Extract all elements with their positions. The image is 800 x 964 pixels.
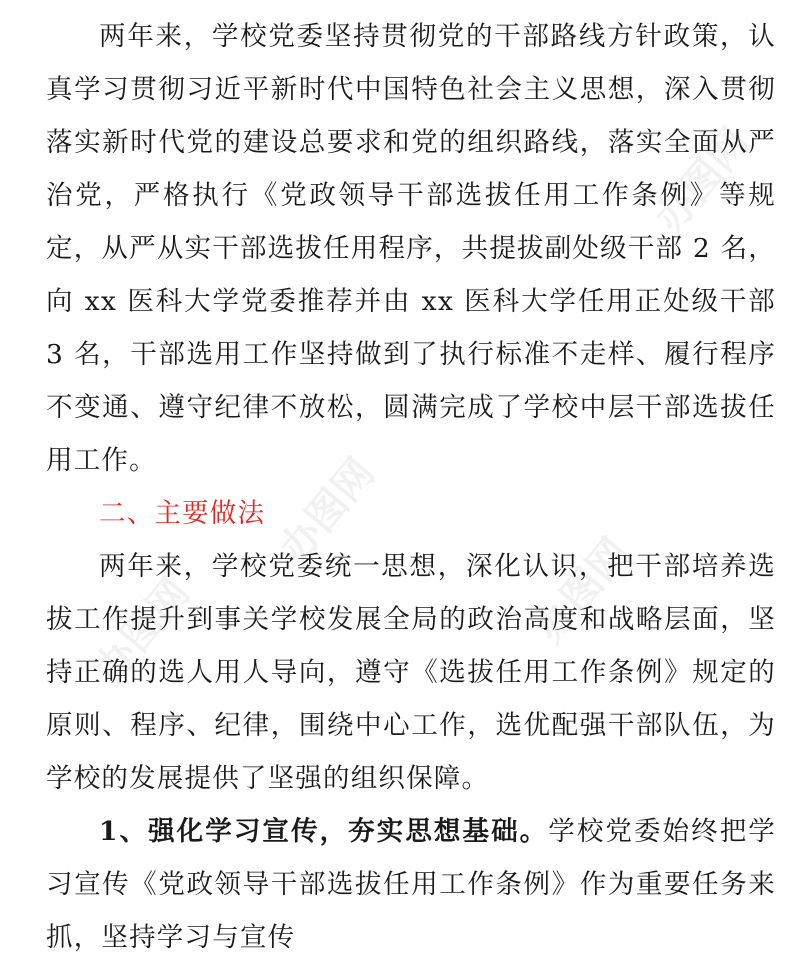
watermark-1: 办图网 xyxy=(646,120,759,242)
paragraph-intro: 两年来，学校党委坚持贯彻党的干部路线方针政策，认真学习贯彻习近平新时代中国特色社会主义思想，深入贯彻落实新时代党的建设总要求和党的组织路线，落实全面从严治党，严格执行《党政领导干部选拔任用工作条例》等规定，从严从实干部选拔任用程序，共提拔副处级干部 2 名，向 xx 医科大学党委推荐并由 xx 医科大学任用正处级干部 3 名，干部选用工作坚持做到了执行标准不走样、履行程序不变通、遵守纪律不放松，圆满完成了学校中层干部选拔任用工作。 xyxy=(46,21,776,476)
subheading-study-publicity: 1、强化学习宣传，夯实思想基础。 xyxy=(99,816,549,847)
watermark-2: 办图网 xyxy=(271,450,384,572)
paragraph-study-publicity-body: 学校党委始终把学习宣传《党政领导干部选拔任用工作条例》作为重要任务来抓，坚持学习与宣传 xyxy=(46,816,776,953)
paragraph-main-practices: 两年来，学校党委统一思想，深化认识，把干部培养选拔工作提升到事关学校发展全局的政治高度和战略层面，坚持正确的选人用人导向，遵守《选拔任用工作条例》规定的原则、程序、纪律，围绕中心工作，选优配强干部队伍，为学校的发展提供了坚强的组织保障。 xyxy=(46,551,776,794)
section-heading-main-practices: 二、主要做法 xyxy=(99,498,266,529)
paragraph-study-publicity xyxy=(46,805,776,964)
document-body xyxy=(46,10,776,964)
watermark-3: 办图网 xyxy=(526,530,639,652)
watermark-4: 办图网 xyxy=(86,570,199,692)
